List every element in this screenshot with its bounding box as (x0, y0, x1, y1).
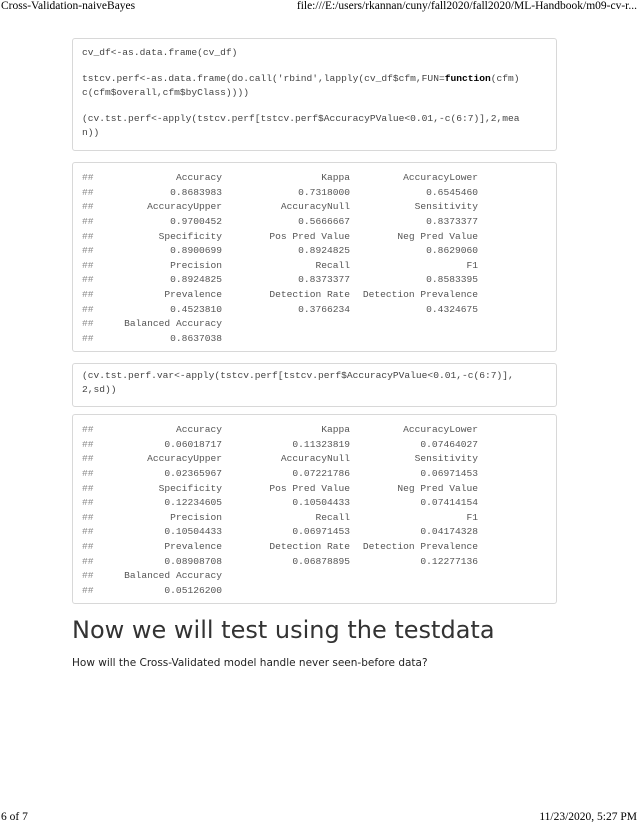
output-row (82, 584, 547, 599)
output-prefix: ## (82, 289, 94, 301)
output-cell: Balanced Accuracy (124, 318, 222, 330)
output-row (82, 186, 547, 201)
print-footer (0, 811, 638, 825)
output-cell: 0.9700452 (170, 216, 222, 228)
output-row (82, 288, 547, 303)
output-prefix: ## (82, 245, 94, 257)
output-prefix: ## (82, 230, 94, 242)
output-cell: Accuracy (175, 424, 222, 436)
output-cell: Recall (315, 259, 350, 271)
output-row (82, 438, 547, 453)
document-url: file:///E:/users/rkannan/cuny/fall2020/fall2020/ML-Handbook/m09-cv-r... (296, 0, 637, 12)
output-cell: 0.12277136 (420, 555, 478, 567)
output-prefix: ## (82, 526, 94, 538)
code-line: cv_df<-as.data.frame(cv_df) (82, 47, 238, 58)
output-prefix: ## (82, 186, 94, 198)
output-cell: 0.5666667 (298, 216, 350, 228)
output-cell: Specificity (158, 482, 222, 494)
output-cell: Pos Pred Value (269, 482, 350, 494)
output-row (82, 467, 547, 482)
output-cell: Specificity (158, 230, 222, 242)
output-cell: Balanced Accuracy (124, 570, 222, 582)
output-cell: 0.8924825 (170, 274, 222, 286)
output-cell: 0.8583395 (426, 274, 478, 286)
output-cell: Detection Rate (269, 289, 350, 301)
output-prefix: ## (82, 216, 94, 228)
output-prefix: ## (82, 303, 94, 315)
output-row (82, 540, 547, 555)
output-cell: Kappa (321, 424, 350, 436)
code-line: (cv.tst.perf<-apply(tstcv.perf[tstcv.perf$AccuracyPValue<0.01,-c(6:7)],2,mea (82, 113, 520, 124)
output-row (82, 496, 547, 511)
print-datetime: 11/23/2020, 5:27 PM (539, 811, 637, 823)
section-heading: Now we will test using the testdata (72, 616, 495, 644)
output-cell: 0.07414154 (420, 497, 478, 509)
output-cell: 0.02365967 (164, 468, 222, 480)
output-cell: Neg Pred Value (397, 482, 478, 494)
output-cell: Sensitivity (414, 453, 478, 465)
code-line: 2,sd)) (82, 384, 117, 395)
output-table (82, 423, 547, 598)
output-cell: Accuracy (175, 172, 222, 184)
output-cell: 0.7318000 (298, 186, 350, 198)
output-cell: 0.07221786 (292, 468, 350, 480)
output-prefix: ## (82, 570, 94, 582)
output-cell: Detection Prevalence (362, 289, 478, 301)
output-cell: Kappa (321, 172, 350, 184)
output-cell: 0.8924825 (298, 245, 350, 257)
output-cell: Neg Pred Value (397, 230, 478, 242)
output-prefix: ## (82, 201, 94, 213)
output-prefix: ## (82, 332, 94, 344)
output-row (82, 423, 547, 438)
output-cell: Precision (170, 511, 222, 523)
output-row (82, 332, 547, 347)
output-row (82, 554, 547, 569)
output-row (82, 569, 547, 584)
output-cell: 0.07464027 (420, 438, 478, 450)
output-row (82, 511, 547, 526)
output-prefix: ## (82, 555, 94, 567)
output-cell: AccuracyUpper (147, 201, 222, 213)
output-cell: 0.8683983 (170, 186, 222, 198)
output-cell: AccuracyNull (280, 201, 350, 213)
output-prefix: ## (82, 259, 94, 271)
output-table (82, 171, 547, 346)
output-row (82, 273, 547, 288)
output-cell: Prevalence (164, 541, 222, 553)
output-cell: Detection Rate (269, 541, 350, 553)
output-cell: 0.8373377 (426, 216, 478, 228)
page-number: 6 of 7 (1, 811, 28, 823)
output-row (82, 244, 547, 259)
output-cell: 0.10504433 (164, 526, 222, 538)
output-row (82, 317, 547, 332)
output-cell: Precision (170, 259, 222, 271)
output-cell: 0.08908708 (164, 555, 222, 567)
keyword: function (444, 73, 491, 84)
output-cell: 0.8629060 (426, 245, 478, 257)
output-prefix: ## (82, 468, 94, 480)
output-cell: 0.8373377 (298, 274, 350, 286)
output-cell: 0.4324675 (426, 303, 478, 315)
code-block-cv-var (72, 363, 557, 407)
output-row (82, 200, 547, 215)
output-cell: AccuracyLower (403, 424, 478, 436)
output-row (82, 259, 547, 274)
output-prefix: ## (82, 541, 94, 553)
output-cell: 0.10504433 (292, 497, 350, 509)
output-prefix: ## (82, 497, 94, 509)
output-cell: Detection Prevalence (362, 541, 478, 553)
output-cell: 0.3766234 (298, 303, 350, 315)
output-prefix: ## (82, 584, 94, 596)
output-cell: 0.04174328 (420, 526, 478, 538)
output-block-mean (72, 162, 557, 352)
output-row (82, 229, 547, 244)
code-line: tstcv.perf<-as.data.frame(do.call('rbind',lapply(cv_df$cfm,FUN=function(cfm) (82, 73, 520, 84)
document-title: Cross-Validation-naiveBayes (1, 0, 136, 12)
output-cell: 0.06018717 (164, 438, 222, 450)
output-prefix: ## (82, 172, 94, 184)
output-cell: AccuracyUpper (147, 453, 222, 465)
output-prefix: ## (82, 511, 94, 523)
output-cell: 0.06971453 (420, 468, 478, 480)
code-line: c(cfm$overall,cfm$byClass)))) (82, 87, 249, 98)
output-cell: Pos Pred Value (269, 230, 350, 242)
output-prefix: ## (82, 424, 94, 436)
output-row (82, 171, 547, 186)
output-cell: Recall (315, 511, 350, 523)
output-row (82, 525, 547, 540)
output-prefix: ## (82, 274, 94, 286)
output-row (82, 302, 547, 317)
output-cell: 0.12234605 (164, 497, 222, 509)
output-prefix: ## (82, 318, 94, 330)
output-prefix: ## (82, 482, 94, 494)
section-text: How will the Cross-Validated model handle never seen-before data? (72, 657, 428, 669)
output-prefix: ## (82, 453, 94, 465)
output-cell: 0.11323819 (292, 438, 350, 450)
output-prefix: ## (82, 438, 94, 450)
output-row (82, 481, 547, 496)
output-cell: 0.6545460 (426, 186, 478, 198)
output-cell: 0.05126200 (164, 584, 222, 596)
output-block-sd (72, 414, 557, 604)
code-block-cv-perf (72, 38, 557, 151)
output-cell: F1 (466, 511, 478, 523)
print-header (0, 0, 638, 14)
output-cell: Sensitivity (414, 201, 478, 213)
output-cell: 0.4523810 (170, 303, 222, 315)
output-cell: Prevalence (164, 289, 222, 301)
output-cell: AccuracyNull (280, 453, 350, 465)
output-cell: 0.8637038 (170, 332, 222, 344)
output-cell: F1 (466, 259, 478, 271)
code-line: (cv.tst.perf.var<-apply(tstcv.perf[tstcv.perf$AccuracyPValue<0.01,-c(6:7)], (82, 370, 514, 381)
output-cell: 0.8900699 (170, 245, 222, 257)
output-cell: AccuracyLower (403, 172, 478, 184)
output-cell: 0.06878895 (292, 555, 350, 567)
code-line: n)) (82, 127, 100, 138)
output-row (82, 452, 547, 467)
output-row (82, 215, 547, 230)
output-cell: 0.06971453 (292, 526, 350, 538)
